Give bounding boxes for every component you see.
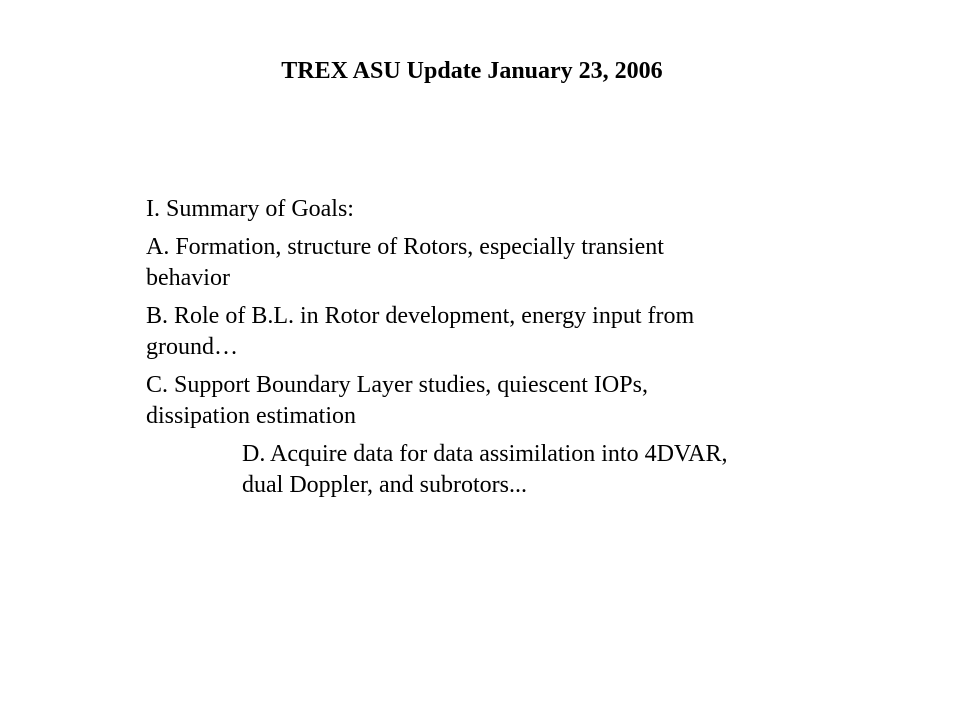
slide-title: TREX ASU Update January 23, 2006 (281, 58, 663, 84)
goal-line: D. Acquire data for data assimilation into 4DVAR, (242, 441, 728, 467)
goal-line: I. Summary of Goals: (146, 196, 354, 222)
goal-item-d (242, 439, 786, 501)
goal-line: B. Role of B.L. in Rotor development, energy input from (146, 303, 695, 329)
goal-line: A. Formation, structure of Rotors, especially transient (146, 234, 664, 260)
goal-item-a (146, 232, 786, 294)
goals-list (146, 194, 786, 508)
goal-summary-heading (146, 194, 786, 225)
goal-line: behavior (146, 265, 230, 291)
goal-line: C. Support Boundary Layer studies, quiescent IOPs, (146, 372, 648, 398)
goal-item-b (146, 301, 786, 363)
goal-line: dual Doppler, and subrotors... (242, 472, 527, 498)
goal-line: dissipation estimation (146, 403, 356, 429)
goal-line: ground… (146, 334, 238, 360)
goal-item-c (146, 370, 786, 432)
